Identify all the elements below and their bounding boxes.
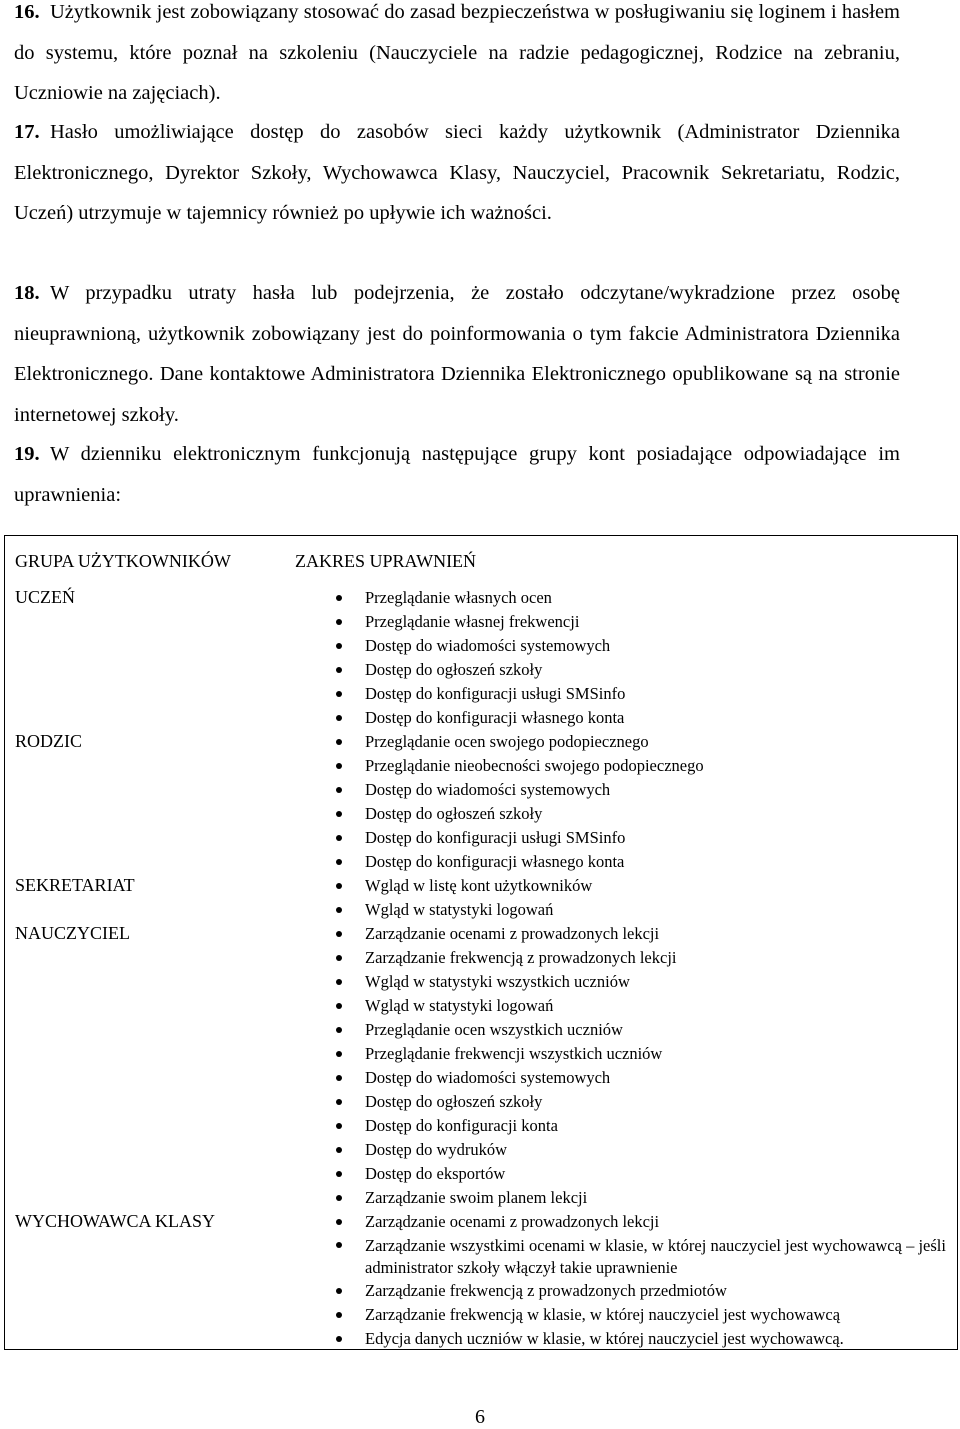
paragraph-text: W przypadku utraty hasła lub podejrzenia, że zostało odczytane/wykradzione przez osobę nieuprawnioną, użytkownik zobowiązany jest do poinformowania o tym fakcie Administratora Dziennika Elektronicznego. Dane kontaktowe Administratora Dziennika Elektronicznego opublikowane są na stronie internetowej szkoły. bbox=[14, 282, 900, 426]
permission-item: Zarządzanie swoim planem lekcji bbox=[365, 1186, 950, 1210]
permission-item: Zarządzanie frekwencją w klasie, w której nauczyciel jest wychowawcą bbox=[365, 1303, 950, 1327]
group-name: RODZIC bbox=[15, 731, 82, 751]
paragraph-17 bbox=[14, 112, 900, 234]
permission-item: Dostęp do konfiguracji konta bbox=[365, 1114, 950, 1138]
group-rodzic bbox=[5, 730, 957, 874]
permission-list bbox=[365, 730, 950, 874]
paragraph-number: 17. bbox=[14, 121, 40, 143]
permission-list bbox=[365, 586, 950, 730]
header-user-group: GRUPA UŻYTKOWNIKÓW bbox=[15, 551, 231, 571]
paragraph-text: Hasło umożliwiające dostęp do zasobów sieci każdy użytkownik (Administrator Dziennika Elektronicznego, Dyrektor Szkoły, Wychowawca Klasy, Nauczyciel, Pracownik Sekretariatu, Rodzic, Uczeń) utrzymuje w tajemnicy również po upływie ich ważności. bbox=[14, 121, 900, 224]
group-uczen bbox=[5, 586, 957, 730]
permission-item: Dostęp do wiadomości systemowych bbox=[365, 1066, 950, 1090]
paragraph-text: Użytkownik jest zobowiązany stosować do zasad bezpieczeństwa w posługiwaniu się loginem i hasłem do systemu, które poznał na szkoleniu (Nauczyciele na radzie pedagogicznej, Rodzice na zebraniu, Uczniowie na zajęciach). bbox=[14, 1, 900, 104]
permission-item: Dostęp do wiadomości systemowych bbox=[365, 778, 950, 802]
header-permissions-scope: ZAKRES UPRAWNIEŃ bbox=[295, 551, 477, 571]
permission-list bbox=[365, 874, 950, 922]
page-number: 6 bbox=[475, 1406, 485, 1428]
permission-item: Wgląd w statystyki logowań bbox=[365, 994, 950, 1018]
permission-item: Dostęp do ogłoszeń szkoły bbox=[365, 658, 950, 682]
permission-item: Dostęp do konfiguracji własnego konta bbox=[365, 850, 950, 874]
permission-item: Zarządzanie ocenami z prowadzonych lekcji bbox=[365, 922, 950, 946]
permission-item: Zarządzanie wszystkimi ocenami w klasie, w której nauczyciel jest wychowawcą – jeśli administrator szkoły włączył takie uprawnienie bbox=[365, 1234, 950, 1279]
permission-item: Przeglądanie ocen wszystkich uczniów bbox=[365, 1018, 950, 1042]
paragraph-19 bbox=[14, 434, 900, 515]
permission-item: Dostęp do konfiguracji własnego konta bbox=[365, 706, 950, 730]
permission-item: Dostęp do konfiguracji usługi SMSinfo bbox=[365, 826, 950, 850]
paragraph-number: 18. bbox=[14, 282, 40, 304]
permission-item: Dostęp do ogłoszeń szkoły bbox=[365, 802, 950, 826]
paragraph-number: 16. bbox=[14, 1, 40, 23]
group-name: WYCHOWAWCA KLASY bbox=[15, 1211, 216, 1231]
permission-list bbox=[365, 922, 950, 1210]
permission-item: Przeglądanie frekwencji wszystkich uczniów bbox=[365, 1042, 950, 1066]
paragraph-16 bbox=[14, 0, 900, 114]
permission-item: Przeglądanie ocen swojego podopiecznego bbox=[365, 730, 950, 754]
group-nauczyciel bbox=[5, 922, 957, 1210]
permission-item: Przeglądanie własnej frekwencji bbox=[365, 610, 950, 634]
group-wychowawca-klasy bbox=[5, 1210, 957, 1351]
permission-item: Dostęp do konfiguracji usługi SMSinfo bbox=[365, 682, 950, 706]
permission-item: Wgląd w statystyki wszystkich uczniów bbox=[365, 970, 950, 994]
paragraph-number: 19. bbox=[14, 443, 40, 465]
permission-item: Przeglądanie własnych ocen bbox=[365, 586, 950, 610]
group-name: NAUCZYCIEL bbox=[15, 923, 130, 943]
table-header bbox=[5, 536, 957, 586]
permission-item: Przeglądanie nieobecności swojego podopiecznego bbox=[365, 754, 950, 778]
permission-item: Dostęp do wiadomości systemowych bbox=[365, 634, 950, 658]
permission-item: Dostęp do ogłoszeń szkoły bbox=[365, 1090, 950, 1114]
paragraph-18 bbox=[14, 273, 900, 435]
group-sekretariat bbox=[5, 874, 957, 922]
permission-item: Dostęp do wydruków bbox=[365, 1138, 950, 1162]
permission-item: Zarządzanie ocenami z prowadzonych lekcji bbox=[365, 1210, 950, 1234]
permission-item: Wgląd w statystyki logowań bbox=[365, 898, 950, 922]
group-name: SEKRETARIAT bbox=[15, 875, 135, 895]
permissions-table bbox=[4, 535, 958, 1350]
permission-item: Zarządzanie frekwencją z prowadzonych przedmiotów bbox=[365, 1279, 950, 1303]
paragraph-text: W dzienniku elektronicznym funkcjonują następujące grupy kont posiadające odpowiadające im uprawnienia: bbox=[14, 443, 900, 506]
permission-item: Zarządzanie frekwencją z prowadzonych lekcji bbox=[365, 946, 950, 970]
group-name: UCZEŃ bbox=[15, 587, 75, 607]
permission-item: Edycja danych uczniów w klasie, w której nauczyciel jest wychowawcą. bbox=[365, 1327, 950, 1351]
permission-item: Wgląd w listę kont użytkowników bbox=[365, 874, 950, 898]
permission-list bbox=[365, 1210, 950, 1351]
permission-item: Dostęp do eksportów bbox=[365, 1162, 950, 1186]
